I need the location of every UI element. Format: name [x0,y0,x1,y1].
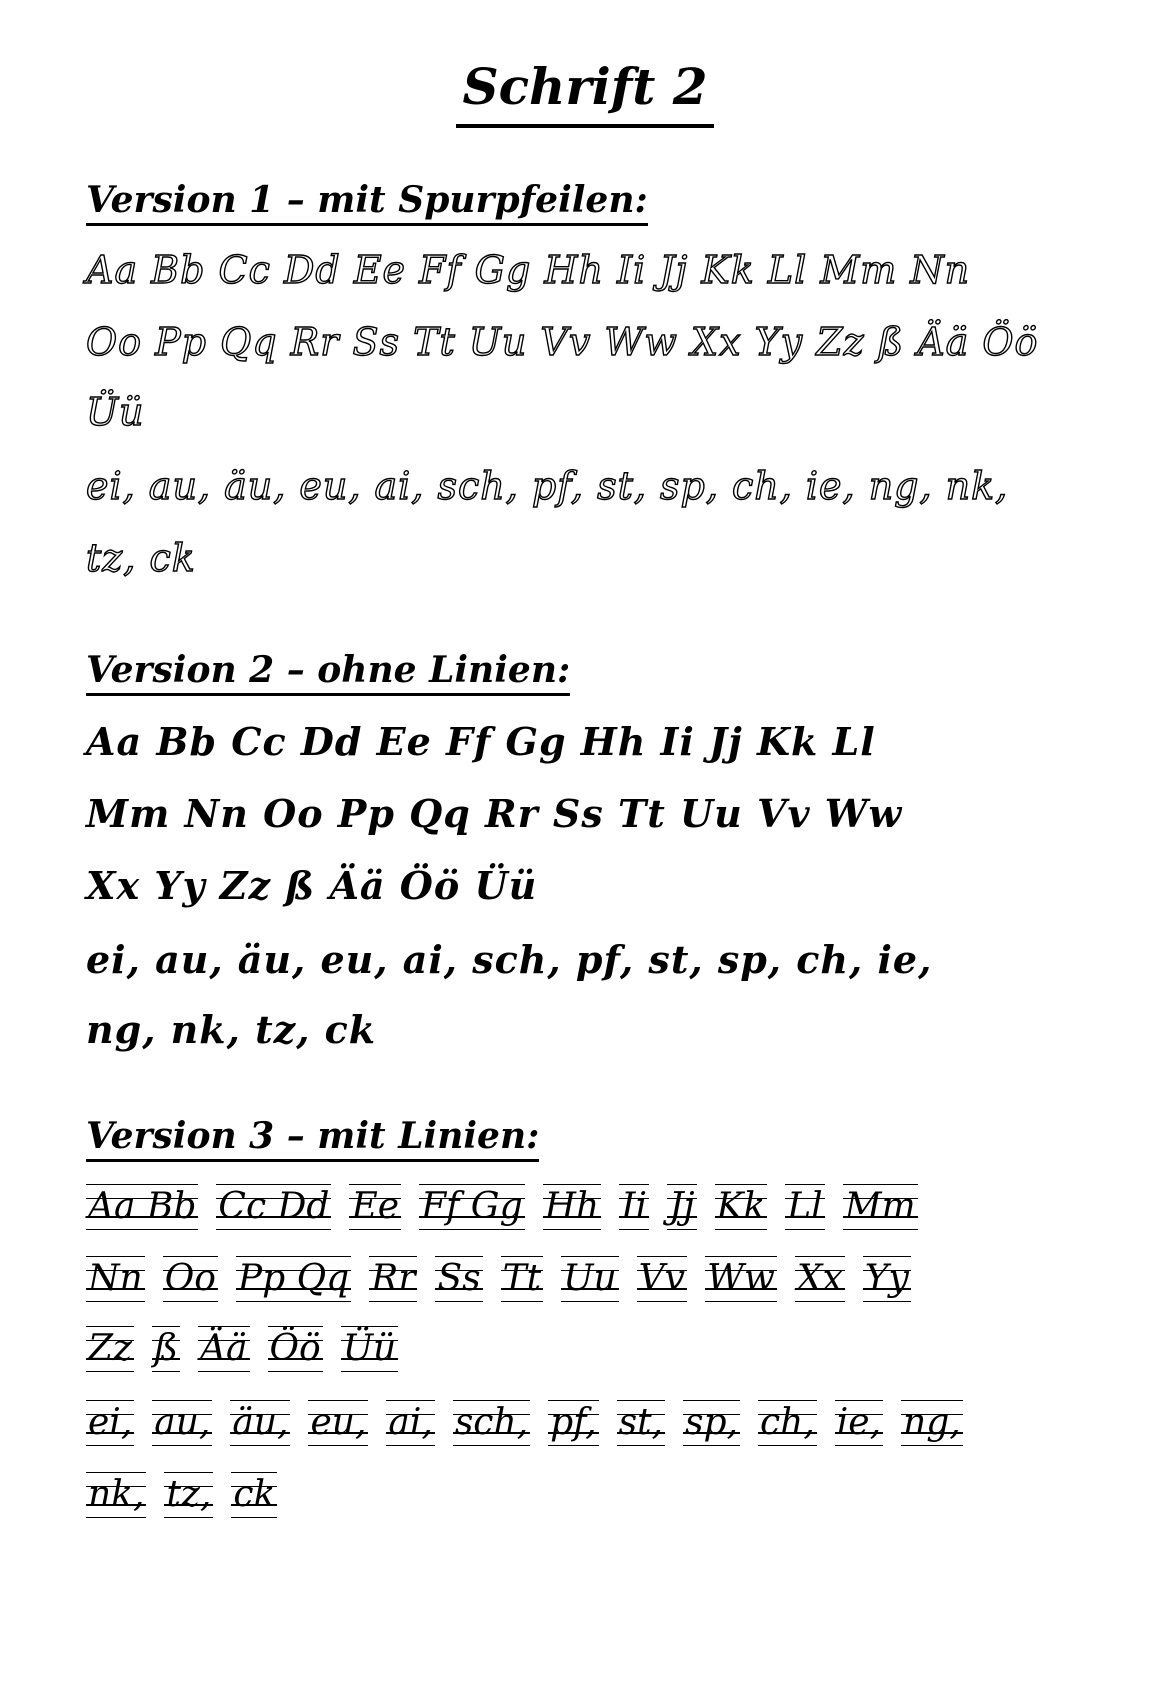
ruled-word-text: Jj [668,1186,695,1227]
writing-rule-line [548,1445,599,1446]
ruled-word-text: st, [618,1402,663,1443]
version-1-line-4: ei, au, äu, eu, ai, sch, pf, st, sp, ch, ie, ng, nk, [86,464,1009,508]
ruled-word-text: ch, [759,1402,815,1443]
ruled-word-group [758,1398,817,1448]
writing-rule-line [715,1184,768,1185]
writing-rule-line [501,1256,543,1257]
ruled-word-group [561,1254,619,1304]
writing-rule-line [231,1472,277,1473]
ruled-word-text: Cc Dd [218,1186,330,1227]
ruled-word-text: ai, [388,1402,433,1443]
writing-rule-line [785,1229,824,1230]
ruled-word-group [268,1324,323,1374]
ruled-word-group [835,1398,883,1448]
ruled-word-group [369,1254,417,1304]
ruled-word-text: Tt [502,1258,542,1299]
ruled-word-text: Xx [796,1258,843,1299]
ruled-word-group [236,1254,351,1304]
writing-rule-line [561,1256,619,1257]
writing-rule-line [561,1301,619,1302]
writing-rule-line [758,1445,817,1446]
writing-rule-line [349,1184,401,1185]
writing-rule-line [349,1229,401,1230]
writing-rule-line [341,1371,399,1372]
ruled-word-text: Vv [638,1258,685,1299]
ruled-word-text: Nn [88,1258,143,1299]
ruled-word-group [683,1398,740,1448]
writing-rule-line [835,1445,883,1446]
ruled-word-text: sch, [454,1402,529,1443]
version-3-row-3 [86,1324,416,1374]
ruled-word-group [419,1182,525,1232]
ruled-word-text: Ss [437,1258,481,1299]
ruled-word-group [843,1182,918,1232]
ruled-word-text: Zz [88,1328,132,1369]
writing-rule-line [543,1184,602,1185]
ruled-word-group [667,1182,697,1232]
writing-rule-line [216,1184,331,1185]
writing-rule-line [453,1445,530,1446]
ruled-word-group [435,1254,482,1304]
writing-rule-line [843,1184,918,1185]
ruled-word-text: Ll [787,1186,823,1227]
writing-rule-line [308,1445,368,1446]
ruled-word-group [86,1254,145,1304]
ruled-word-text: Ww [706,1258,775,1299]
writing-rule-line [86,1371,134,1372]
ruled-word-group [543,1182,602,1232]
writing-rule-line [236,1301,351,1302]
writing-rule-line [198,1371,249,1372]
writing-rule-line [619,1184,649,1185]
writing-rule-line [901,1400,963,1401]
ruled-word-text: Ii [621,1186,647,1227]
ruled-word-text: Uu [563,1258,617,1299]
ruled-word-text: Ee [351,1186,400,1227]
version-1-line-5: tz, ck [86,536,196,580]
ruled-word-text: ei, [88,1402,133,1443]
writing-rule-line [164,1517,213,1518]
writing-rule-line [198,1326,249,1327]
version-1-line-1: Aa Bb Cc Dd Ee Ff Gg Hh Ii Jj Kk Ll Mm Nn [86,248,971,292]
writing-rule-line [86,1256,145,1257]
writing-rule-line [453,1400,530,1401]
page-title [0,52,1170,128]
ruled-word-group [86,1470,146,1520]
ruled-word-group [231,1470,277,1520]
writing-rule-line [163,1256,218,1257]
version-3-row-5 [86,1470,295,1520]
page-title-text: Schrift 2 [456,52,713,128]
writing-rule-line [501,1301,543,1302]
ruled-word-group [386,1398,434,1448]
writing-rule-line [619,1229,649,1230]
version-2-heading: Version 2 – ohne Linien: [86,646,570,694]
writing-rule-line [419,1229,525,1230]
version-2-line-3: Xx Yy Zz ß Ää Öö Üü [86,863,538,908]
ruled-word-group [705,1254,777,1304]
ruled-word-text: ß [153,1328,179,1369]
ruled-word-group [164,1470,213,1520]
ruled-word-text: ie, [836,1402,882,1443]
version-2-line-1: Aa Bb Cc Dd Ee Ff Gg Hh Ii Jj Kk Ll [86,719,876,764]
writing-rule-line [683,1445,740,1446]
writing-rule-line [419,1184,525,1185]
writing-rule-line [705,1301,777,1302]
writing-rule-line [795,1301,845,1302]
writing-rule-line [543,1229,602,1230]
writing-rule-line [236,1256,351,1257]
writing-rule-line [548,1400,599,1401]
ruled-word-text: Yy [864,1258,909,1299]
writing-rule-line [863,1256,911,1257]
writing-rule-line [86,1400,134,1401]
ruled-word-group [308,1398,368,1448]
writing-rule-line [268,1371,323,1372]
ruled-word-text: tz, [166,1474,212,1515]
writing-rule-line [230,1445,290,1446]
writing-rule-line [843,1229,918,1230]
version-1-line-2: Oo Pp Qq Rr Ss Tt Uu Vv Ww Xx Yy Zz ß Ää Öö [86,320,1039,364]
writing-rule-line [705,1256,777,1257]
version-1-heading: Version 1 – mit Spurpfeilen: [86,176,648,224]
ruled-word-text: Kk [716,1186,766,1227]
ruled-word-text: sp, [685,1402,738,1443]
writing-rule-line [369,1256,417,1257]
version-3-heading: Version 3 – mit Linien: [86,1112,539,1160]
writing-rule-line [435,1256,482,1257]
writing-rule-line [341,1326,399,1327]
writing-rule-line [268,1326,323,1327]
ruled-word-text: pf, [550,1402,597,1443]
writing-rule-line [164,1472,213,1473]
ruled-word-text: Ää [200,1328,248,1369]
ruled-word-text: Pp Qq [237,1258,350,1299]
writing-rule-line [785,1184,824,1185]
writing-rule-line [386,1400,434,1401]
ruled-word-text: Rr [371,1258,416,1299]
writing-rule-line [86,1184,198,1185]
writing-rule-line [152,1371,180,1372]
ruled-word-text: ng, [903,1402,961,1443]
ruled-word-text: ck [233,1474,276,1515]
writing-rule-line [86,1301,145,1302]
ruled-word-group [863,1254,911,1304]
writing-rule-line [901,1445,963,1446]
writing-rule-line [617,1400,665,1401]
writing-rule-line [216,1229,331,1230]
ruled-word-group [230,1398,290,1448]
writing-rule-line [86,1517,146,1518]
ruled-word-group [163,1254,218,1304]
writing-rule-line [637,1301,687,1302]
writing-rule-line [667,1184,697,1185]
ruled-word-group [453,1398,530,1448]
writing-rule-line [163,1301,218,1302]
ruled-word-group [715,1182,768,1232]
ruled-word-group [637,1254,687,1304]
ruled-word-text: Üü [342,1328,397,1369]
version-2-line-4: ei, au, äu, eu, ai, sch, pf, st, sp, ch, ie, [86,937,933,982]
ruled-word-text: au, [154,1402,211,1443]
ruled-word-group [617,1398,665,1448]
version-3-row-2 [86,1254,929,1304]
ruled-word-group [341,1324,399,1374]
ruled-word-text: Oo [164,1258,216,1299]
ruled-word-group [86,1398,134,1448]
writing-rule-line [152,1445,212,1446]
writing-rule-line [86,1472,146,1473]
writing-rule-line [683,1400,740,1401]
ruled-word-group [795,1254,845,1304]
writing-rule-line [435,1301,482,1302]
ruled-word-group [152,1398,212,1448]
ruled-word-text: äu, [232,1402,289,1443]
writing-rule-line [231,1517,277,1518]
ruled-word-group [198,1324,249,1374]
ruled-word-group [619,1182,649,1232]
ruled-word-group [548,1398,599,1448]
ruled-word-group [86,1324,134,1374]
writing-rule-line [835,1400,883,1401]
writing-rule-line [86,1229,198,1230]
ruled-word-text: Mm [844,1186,916,1227]
writing-rule-line [86,1445,134,1446]
ruled-word-text: nk, [88,1474,145,1515]
writing-rule-line [863,1301,911,1302]
ruled-word-text: Ff Gg [421,1186,523,1227]
ruled-word-group [349,1182,401,1232]
writing-rule-line [758,1400,817,1401]
ruled-word-text: Aa Bb [88,1186,197,1227]
ruled-word-group [152,1324,180,1374]
ruled-word-group [86,1182,198,1232]
ruled-word-text: Hh [544,1186,600,1227]
writing-rule-line [86,1326,134,1327]
writing-rule-line [369,1301,417,1302]
writing-rule-line [715,1229,768,1230]
version-2-line-5: ng, nk, tz, ck [86,1007,377,1052]
writing-rule-line [230,1400,290,1401]
writing-rule-line [667,1229,697,1230]
writing-rule-line [795,1256,845,1257]
writing-rule-line [152,1400,212,1401]
version-1-line-3: Üü [86,390,145,434]
writing-rule-line [386,1445,434,1446]
version-3-row-4 [86,1398,981,1448]
version-2-line-2: Mm Nn Oo Pp Qq Rr Ss Tt Uu Vv Ww [86,791,903,836]
writing-rule-line [308,1400,368,1401]
version-3-row-1 [86,1182,936,1232]
ruled-word-group [216,1182,331,1232]
ruled-word-text: eu, [310,1402,367,1443]
writing-rule-line [617,1445,665,1446]
writing-rule-line [152,1326,180,1327]
ruled-word-group [501,1254,543,1304]
ruled-word-group [785,1182,824,1232]
ruled-word-group [901,1398,963,1448]
ruled-word-text: Öö [269,1328,321,1369]
writing-rule-line [637,1256,687,1257]
